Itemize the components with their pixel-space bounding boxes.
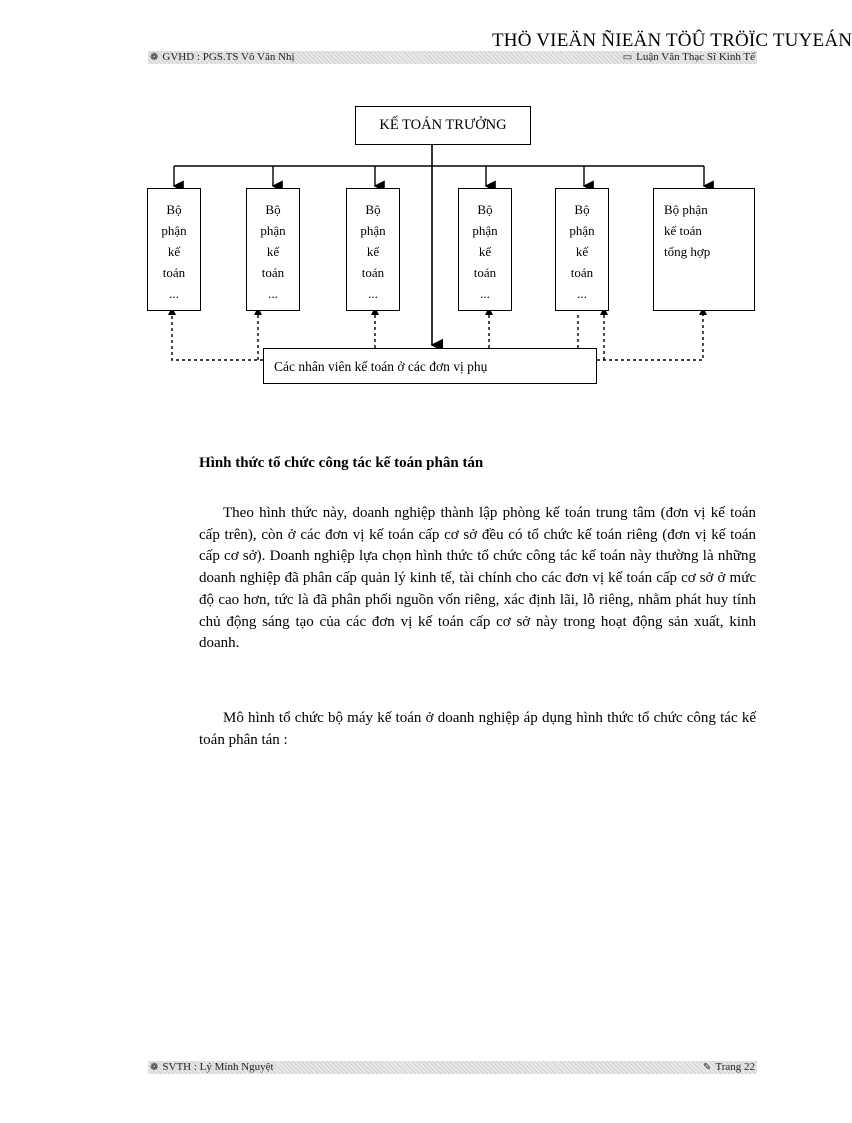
paragraph-text: Theo hình thức này, doanh nghiệp thành lập phòng kế toán trung tâm (đơn vị kế toán cấp trên), còn ở các đơn vị kế toán cấp cơ sở đều có tổ chức kế toán riêng (đơn vị kế toán cấp cơ sở). Doanh nghiệp lựa chọn hình thức tổ chức công tác kế toán này thường là những doanh nghiệp đã phân cấp quản lý kinh tế, tài chính cho các đơn vị kế toán cấp cơ sở ở mức độ cao hơn, tức là đã phân phối nguồn vốn riêng, xác định lãi, lỗ riêng, nhằm phát huy tính chủ động sáng tạo của các đơn vị kế toán cấp cơ sở này trong hoạt động sản xuất, kinh doanh. — [199, 505, 756, 652]
department-line: kế — [575, 244, 589, 259]
department-line: kế toán — [664, 223, 702, 238]
department-box — [147, 188, 201, 311]
general-accounting-box — [653, 188, 755, 311]
department-line: kế — [266, 244, 280, 259]
sub-unit-staff-box: Các nhân viên kế toán ở các đơn vị phụ — [263, 348, 597, 384]
department-line: ... — [480, 286, 490, 301]
department-line: phận — [161, 223, 187, 238]
department-box — [246, 188, 300, 311]
footer-student — [150, 1061, 274, 1074]
flower-icon: ❁ — [150, 1062, 159, 1073]
page-footer — [148, 1061, 757, 1074]
department-line: phận — [472, 223, 498, 238]
page-number: Trang 22 — [715, 1061, 755, 1073]
book-icon: ▭ — [622, 52, 633, 63]
pencil-icon: ✎ — [702, 1062, 712, 1073]
header-advisor-text: GVHD : PGS.TS Võ Văn Nhị — [162, 51, 295, 63]
department-line: Bộ — [265, 202, 281, 217]
footer-page — [703, 1061, 755, 1074]
department-line: toán — [261, 265, 285, 280]
department-line: Bộ phận — [664, 202, 708, 217]
department-box — [555, 188, 609, 311]
department-line: ... — [577, 286, 587, 301]
department-line: Bộ — [477, 202, 493, 217]
body-paragraph — [199, 503, 756, 655]
header-thesis-text: Luận Văn Thạc Sĩ Kinh Tế — [636, 51, 755, 63]
department-line: kế — [478, 244, 492, 259]
section-heading: Hình thức tổ chức công tác kế toán phân tán — [199, 455, 484, 471]
department-line: tổng hợp — [664, 244, 711, 259]
department-line: ... — [268, 286, 278, 301]
footer-student-text: SVTH : Lý Minh Nguyệt — [162, 1061, 274, 1073]
department-line: toán — [473, 265, 497, 280]
department-line: phận — [360, 223, 386, 238]
department-line: Bộ — [166, 202, 182, 217]
flower-icon: ❁ — [150, 52, 159, 63]
department-line: phận — [260, 223, 286, 238]
department-line: kế — [366, 244, 380, 259]
department-box — [346, 188, 400, 311]
department-line: phận — [569, 223, 595, 238]
department-line: ... — [368, 286, 378, 301]
paragraph-text: Mô hình tổ chức bộ máy kế toán ở doanh nghiệp áp dụng hình thức tổ chức công tác kế toán phân tán : — [199, 710, 756, 748]
department-line: toán — [361, 265, 385, 280]
department-box — [458, 188, 512, 311]
department-line: Bộ — [574, 202, 590, 217]
department-line: toán — [162, 265, 186, 280]
dashed-right-group — [597, 313, 703, 360]
department-line: kế — [167, 244, 181, 259]
department-line: toán — [570, 265, 594, 280]
department-line: ... — [169, 286, 179, 301]
department-line: Bộ — [365, 202, 381, 217]
chief-accountant-box: KẾ TOÁN TRƯỞNG — [355, 106, 531, 145]
body-paragraph — [199, 708, 756, 751]
dashed-left-group — [172, 313, 263, 360]
watermark-title: THÖ VIEÄN ÑIEÄN TÖÛ TRÖÏC TUYEÁN — [492, 30, 852, 51]
